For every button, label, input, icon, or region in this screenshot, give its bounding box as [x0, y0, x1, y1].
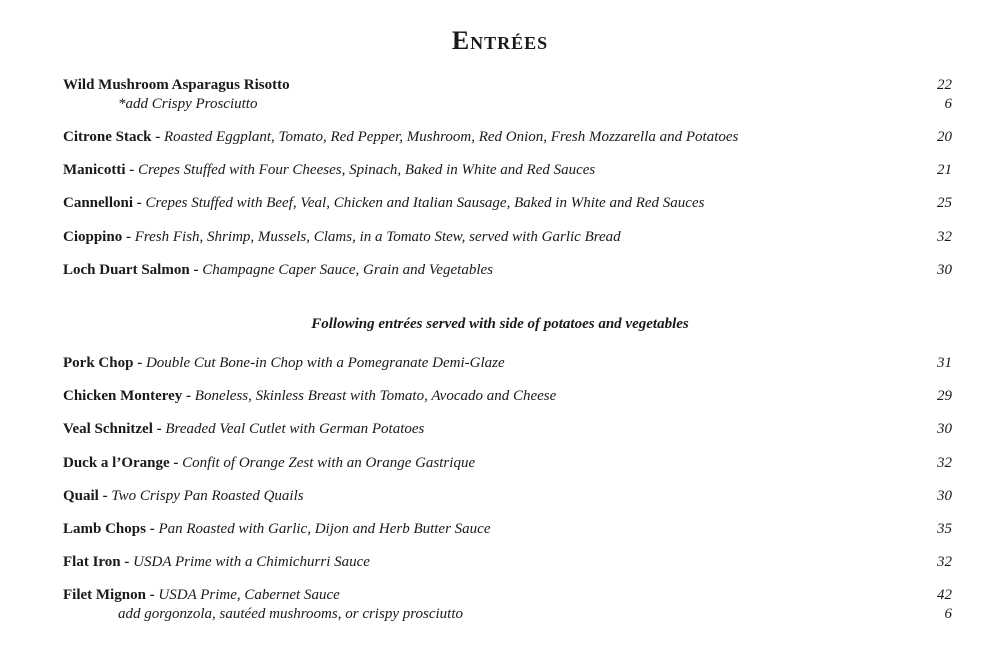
menu-item	[63, 486, 952, 506]
menu-item	[63, 75, 952, 95]
item-price: 32	[937, 229, 952, 245]
item-name: Veal Schnitzel	[63, 421, 153, 437]
addon-text: *add Crispy Prosciutto	[118, 96, 258, 112]
item-description: Double Cut Bone-in Chop with a Pomegranate Demi-Glaze	[145, 355, 505, 371]
item-name: Duck a l’Orange	[63, 455, 170, 471]
item-price: 42	[937, 587, 952, 603]
menu-item-addon	[63, 604, 952, 624]
menu-item	[63, 519, 952, 539]
item-separator: -	[133, 195, 146, 211]
item-name: Cannelloni	[63, 195, 134, 211]
menu-item	[63, 552, 952, 572]
menu-item	[63, 260, 952, 280]
section-note: Following entrées served with side of potatoes and vegetables	[311, 316, 689, 332]
item-price: 32	[937, 455, 952, 471]
item-separator: -	[120, 554, 134, 570]
menu-item	[63, 419, 952, 439]
item-description: Confit of Orange Zest with an Orange Gastrique	[182, 455, 476, 471]
item-separator: -	[151, 129, 164, 145]
item-description: Boneless, Skinless Breast with Tomato, Avocado and Cheese	[194, 388, 557, 404]
menu-item	[63, 585, 952, 605]
item-description: Breaded Veal Cutlet with German Potatoes	[165, 421, 425, 437]
addon-text: add gorgonzola, sautéed mushrooms, or crispy prosciutto	[118, 606, 463, 622]
item-name: Manicotti	[63, 162, 126, 178]
item-separator: -	[182, 388, 195, 404]
menu-item	[63, 227, 952, 247]
item-name: Filet Mignon	[63, 587, 146, 603]
addon-price: 6	[944, 606, 952, 622]
item-description: Crepes Stuffed with Beef, Veal, Chicken and Italian Sausage, Baked in White and Red Sauces	[145, 195, 705, 211]
item-price: 30	[937, 421, 952, 437]
item-price: 31	[937, 355, 952, 371]
item-separator: -	[145, 521, 159, 537]
item-price: 25	[937, 195, 952, 211]
item-price: 22	[937, 77, 952, 93]
menu-item	[63, 193, 952, 213]
item-name: Loch Duart Salmon	[63, 262, 190, 278]
item-separator: -	[122, 229, 135, 245]
item-price: 20	[937, 129, 952, 145]
menu-item	[63, 160, 952, 180]
menu-item	[63, 127, 952, 147]
item-separator: -	[133, 355, 146, 371]
item-separator: -	[125, 162, 138, 178]
item-name: Flat Iron	[63, 554, 121, 570]
item-description: USDA Prime with a Chimichurri Sauce	[133, 554, 370, 570]
menu-item	[63, 453, 952, 473]
item-price: 21	[937, 162, 952, 178]
menu-item	[63, 386, 952, 406]
item-name: Chicken Monterey	[63, 388, 183, 404]
item-separator: -	[152, 421, 166, 437]
item-separator: -	[189, 262, 203, 278]
item-description: Two Crispy Pan Roasted Quails	[111, 488, 304, 504]
item-description: Pan Roasted with Garlic, Dijon and Herb Butter Sauce	[158, 521, 491, 537]
item-name: Cioppino	[63, 229, 123, 245]
item-price: 30	[937, 488, 952, 504]
item-price: 32	[937, 554, 952, 570]
item-description: Fresh Fish, Shrimp, Mussels, Clams, in a Tomato Stew, served with Garlic Bread	[134, 229, 621, 245]
item-name: Wild Mushroom Asparagus Risotto	[63, 77, 290, 93]
menu-item-addon	[63, 94, 952, 114]
item-description: Roasted Eggplant, Tomato, Red Pepper, Mushroom, Red Onion, Fresh Mozzarella and Potatoes	[163, 129, 739, 145]
item-separator: -	[98, 488, 112, 504]
menu-item	[63, 353, 952, 373]
item-description: Crepes Stuffed with Four Cheeses, Spinach, Baked in White and Red Sauces	[137, 162, 596, 178]
item-name: Pork Chop	[63, 355, 134, 371]
item-price: 29	[937, 388, 952, 404]
item-name: Citrone Stack	[63, 129, 152, 145]
item-name: Lamb Chops	[63, 521, 146, 537]
item-price: 30	[937, 262, 952, 278]
item-separator: -	[169, 455, 183, 471]
item-separator: -	[145, 587, 159, 603]
addon-price: 6	[944, 96, 952, 112]
item-description: Champagne Caper Sauce, Grain and Vegetables	[202, 262, 493, 278]
item-description: USDA Prime, Cabernet Sauce	[158, 587, 340, 603]
item-price: 35	[937, 521, 952, 537]
menu-title: Entrées	[451, 26, 549, 55]
item-name: Quail	[63, 488, 99, 504]
